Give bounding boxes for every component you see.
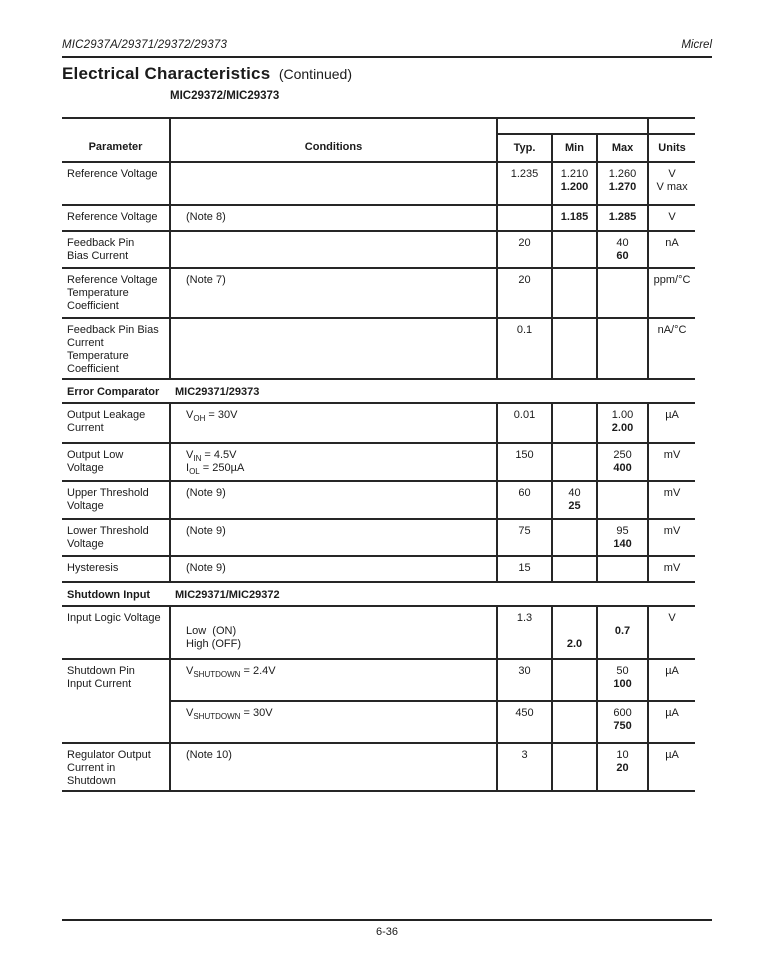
condition-line: (Note 7)	[186, 274, 226, 286]
typ-cell	[497, 205, 552, 231]
parameter-line: Reference Voltage	[67, 211, 158, 223]
section-models: MIC29371/29373	[175, 386, 260, 398]
symbol-subscript: SHUTDOWN	[193, 670, 241, 680]
value-line: 50	[616, 665, 629, 677]
row-hysteresis	[62, 556, 695, 582]
min-cell	[552, 659, 597, 701]
parameter-line: Lower Threshold	[67, 525, 149, 537]
condition-text: = 30V	[240, 707, 273, 719]
condition-line: High (OFF)	[186, 638, 241, 650]
parameter-line: Coefficient	[67, 363, 119, 375]
row-output-low-voltage	[62, 443, 695, 481]
col-header-conditions: Conditions	[170, 118, 497, 162]
max-cell	[597, 231, 648, 268]
parameter-line: Output Low	[67, 449, 124, 461]
condition-line	[186, 409, 490, 422]
parameter-line: Current	[67, 422, 104, 434]
typ-cell	[497, 701, 552, 743]
condition-line	[186, 707, 490, 720]
parameter-cell	[62, 659, 170, 743]
typ-cell	[497, 443, 552, 481]
parameter-line: Reference Voltage	[67, 274, 158, 286]
conditions-cell	[170, 268, 497, 318]
symbol: V	[186, 707, 194, 719]
typ-cell	[497, 659, 552, 701]
parameter-line: Feedback Pin Bias	[67, 324, 159, 336]
value-line-bold: 140	[613, 538, 632, 550]
section-cell	[62, 582, 695, 606]
row-output-leakage-current	[62, 403, 695, 443]
value-line-bold: 60	[616, 250, 629, 262]
units-line: V	[668, 612, 676, 624]
max-cell	[597, 743, 648, 791]
value-line: 250	[613, 449, 632, 461]
min-cell	[552, 519, 597, 556]
symbol: I	[186, 462, 190, 474]
condition-line: (Note 9)	[186, 487, 226, 499]
typ-cell	[497, 481, 552, 519]
symbol-subscript: IN	[193, 454, 202, 464]
title-continued: (Continued)	[278, 66, 352, 82]
table-head	[62, 118, 695, 162]
value-line	[554, 625, 595, 638]
parameter-cell	[62, 743, 170, 791]
value-line: 40	[568, 487, 581, 499]
units-cell	[648, 443, 695, 481]
parameter-line: Feedback Pin	[67, 237, 135, 249]
parameter-line: Hysteresis	[67, 562, 119, 574]
units-cell	[648, 743, 695, 791]
value-line: 3	[521, 749, 528, 761]
conditions-cell	[170, 443, 497, 481]
units-line: V max	[656, 181, 688, 193]
value-line: 30	[518, 665, 531, 677]
conditions-cell	[170, 659, 497, 701]
units-cell	[648, 205, 695, 231]
units-line: µA	[665, 665, 679, 677]
parameter-line: Upper Threshold	[67, 487, 149, 499]
units-cell	[648, 403, 695, 443]
symbol-subscript: OL	[189, 467, 200, 477]
col-header-max: Max	[597, 134, 648, 162]
section-error-comparator	[62, 379, 695, 403]
units-cell	[648, 659, 695, 701]
min-cell	[552, 318, 597, 379]
row-reference-voltage	[62, 162, 695, 205]
condition-line: (Note 9)	[186, 562, 226, 574]
min-cell	[552, 743, 597, 791]
condition-line: (Note 8)	[186, 211, 226, 223]
row-shutdown-pin-input-current-2v4	[62, 659, 695, 701]
typ-cell	[497, 606, 552, 659]
units-cell	[648, 268, 695, 318]
value-line: 450	[515, 707, 534, 719]
units-line: mV	[663, 449, 681, 461]
units-line: nA	[665, 237, 679, 249]
value-line: 1.3	[516, 612, 533, 624]
min-cell	[552, 556, 597, 582]
brand-name: Micrel	[681, 39, 712, 51]
parameter-line: Regulator Output	[67, 749, 151, 761]
units-cell	[648, 519, 695, 556]
value-line: 150	[515, 449, 534, 461]
min-cell	[552, 481, 597, 519]
max-cell	[597, 318, 648, 379]
table-body	[62, 162, 695, 791]
electrical-characteristics-table	[62, 117, 695, 792]
value-line	[599, 612, 646, 625]
conditions-cell	[170, 481, 497, 519]
parameter-cell	[62, 519, 170, 556]
parameter-line: Current Temperature	[67, 337, 129, 362]
conditions-cell	[170, 162, 497, 205]
value-line-bold: 400	[613, 462, 632, 474]
condition-text: = 2.4V	[240, 665, 276, 677]
value-line-bold: 0.7	[614, 625, 631, 637]
units-cell	[648, 231, 695, 268]
row-feedback-pin-bias-current	[62, 231, 695, 268]
typ-cell	[497, 268, 552, 318]
conditions-cell	[170, 519, 497, 556]
condition-text: = 250µA	[199, 462, 245, 474]
max-cell	[597, 519, 648, 556]
value-line: 1.00	[611, 409, 634, 421]
condition-line	[186, 449, 490, 462]
section-label: Error Comparator	[67, 386, 160, 398]
parameter-cell	[62, 205, 170, 231]
condition-line: Low (ON)	[186, 625, 237, 637]
col-header-typ: Typ.	[497, 134, 552, 162]
value-line-bold: 2.00	[611, 422, 634, 434]
section-shutdown-input	[62, 582, 695, 606]
max-cell	[597, 205, 648, 231]
units-band-cell	[648, 118, 695, 134]
value-line-bold: 750	[613, 720, 632, 732]
min-cell	[552, 231, 597, 268]
parameter-cell	[62, 268, 170, 318]
row-upper-threshold-voltage	[62, 481, 695, 519]
symbol: V	[186, 665, 194, 677]
symbol-subscript: OH	[193, 414, 206, 424]
parameter-cell	[62, 318, 170, 379]
conditions-cell	[170, 403, 497, 443]
value-line-bold: 2.0	[566, 638, 583, 650]
condition-text: = 4.5V	[201, 449, 237, 461]
max-cell	[597, 659, 648, 701]
symbol: V	[186, 409, 194, 421]
condition-text: = 30V	[205, 409, 238, 421]
condition-line: (Note 9)	[186, 525, 226, 537]
parameter-cell	[62, 556, 170, 582]
condition-line	[186, 462, 490, 475]
parameter-line: Voltage	[67, 500, 104, 512]
parameter-line: Coefficient	[67, 300, 119, 312]
row-regulator-output-current-in-shutdown	[62, 743, 695, 791]
units-cell	[648, 481, 695, 519]
min-cell	[552, 443, 597, 481]
value-line: 0.1	[516, 324, 533, 336]
value-line-bold: 1.270	[608, 181, 637, 193]
condition-line: (Note 10)	[186, 749, 232, 761]
parameter-line: Voltage	[67, 462, 104, 474]
table-subtitle: MIC29372/MIC29373	[170, 90, 280, 102]
typ-cell	[497, 162, 552, 205]
symbol-subscript: SHUTDOWN	[193, 712, 241, 722]
units-line: mV	[663, 525, 681, 537]
value-line: 75	[518, 525, 531, 537]
conditions-cell	[170, 318, 497, 379]
value-line: 40	[616, 237, 629, 249]
max-cell	[597, 606, 648, 659]
min-cell	[552, 606, 597, 659]
value-line-bold: 20	[616, 762, 629, 774]
symbol: V	[186, 449, 194, 461]
value-line-bold: 1.200	[560, 181, 589, 193]
value-line: 20	[518, 237, 531, 249]
value-line: 600	[613, 707, 632, 719]
units-cell	[648, 701, 695, 743]
condition-line	[186, 665, 490, 678]
footer-rule	[62, 919, 712, 921]
title-text: Electrical Characteristics	[62, 64, 271, 83]
row-reference-voltage-note8	[62, 205, 695, 231]
value-line: 60	[518, 487, 531, 499]
value-line: 1.260	[608, 168, 637, 180]
parameter-line: Reference Voltage	[67, 168, 158, 180]
parameter-cell	[62, 481, 170, 519]
parameter-line: Voltage	[67, 538, 104, 550]
value-line-bold: 1.285	[608, 211, 637, 223]
parameter-cell	[62, 162, 170, 205]
max-cell	[597, 268, 648, 318]
conditions-cell	[170, 231, 497, 268]
value-line: 10	[616, 749, 629, 761]
parameter-cell	[62, 231, 170, 268]
condition-line	[186, 612, 490, 625]
parameter-line: Output Leakage	[67, 409, 146, 421]
parameter-line: Current in Shutdown	[67, 762, 119, 787]
value-line-bold: 100	[613, 678, 632, 690]
max-cell	[597, 481, 648, 519]
header-rule	[62, 56, 712, 58]
units-line: V	[668, 211, 676, 223]
units-line: nA/°C	[657, 324, 687, 336]
col-header-units: Units	[648, 134, 695, 162]
units-line: µA	[665, 749, 679, 761]
max-cell	[597, 403, 648, 443]
conditions-cell	[170, 743, 497, 791]
typ-cell	[497, 403, 552, 443]
value-line-bold: 25	[568, 500, 581, 512]
value-line	[554, 612, 595, 625]
row-lower-threshold-voltage	[62, 519, 695, 556]
typ-cell	[497, 231, 552, 268]
value-line: 95	[616, 525, 629, 537]
parameter-cell	[62, 403, 170, 443]
min-cell	[552, 701, 597, 743]
parameter-cell	[62, 443, 170, 481]
value-line: 1.210	[560, 168, 589, 180]
parameter-line: Shutdown Pin	[67, 665, 135, 677]
conditions-cell	[170, 205, 497, 231]
page-number: 6-36	[375, 926, 399, 938]
max-cell	[597, 556, 648, 582]
value-line: 0.01	[513, 409, 536, 421]
value-line-bold: 1.185	[560, 211, 589, 223]
max-cell	[597, 701, 648, 743]
parameter-line: Input Current	[67, 678, 132, 690]
section-cell	[62, 379, 695, 403]
row-feedback-bias-tempco	[62, 318, 695, 379]
typ-cell	[497, 743, 552, 791]
header-band-row	[62, 118, 695, 134]
units-line: V	[668, 168, 676, 180]
units-line: mV	[663, 487, 681, 499]
parameter-line: Temperature	[67, 287, 129, 299]
min-cell	[552, 162, 597, 205]
units-line: µA	[665, 707, 679, 719]
typ-cell	[497, 318, 552, 379]
units-line: ppm/°C	[653, 274, 691, 286]
units-line: mV	[663, 562, 681, 574]
section-models: MIC29371/MIC29372	[175, 589, 280, 601]
row-reference-voltage-tempco	[62, 268, 695, 318]
page-title	[62, 64, 352, 84]
parameter-cell	[62, 606, 170, 659]
col-header-parameter: Parameter	[62, 118, 170, 162]
max-cell	[597, 162, 648, 205]
parameter-line: Bias Current	[67, 250, 129, 262]
min-cell	[552, 403, 597, 443]
value-line: 1.235	[510, 168, 539, 180]
document-part-numbers: MIC2937A/29371/29372/29373	[62, 39, 228, 51]
units-line: µA	[665, 409, 679, 421]
value-line: 20	[518, 274, 531, 286]
limits-band-cell	[497, 118, 648, 134]
parameter-line: Input Logic Voltage	[67, 612, 161, 624]
typ-cell	[497, 556, 552, 582]
conditions-cell	[170, 606, 497, 659]
max-cell	[597, 443, 648, 481]
conditions-cell	[170, 701, 497, 743]
units-cell	[648, 162, 695, 205]
units-cell	[648, 318, 695, 379]
value-line: 15	[518, 562, 531, 574]
typ-cell	[497, 519, 552, 556]
page-header	[62, 39, 712, 51]
units-cell	[648, 556, 695, 582]
row-input-logic-voltage	[62, 606, 695, 659]
col-header-min: Min	[552, 134, 597, 162]
min-cell	[552, 268, 597, 318]
section-label: Shutdown Input	[67, 589, 151, 601]
min-cell	[552, 205, 597, 231]
units-cell	[648, 606, 695, 659]
conditions-cell	[170, 556, 497, 582]
